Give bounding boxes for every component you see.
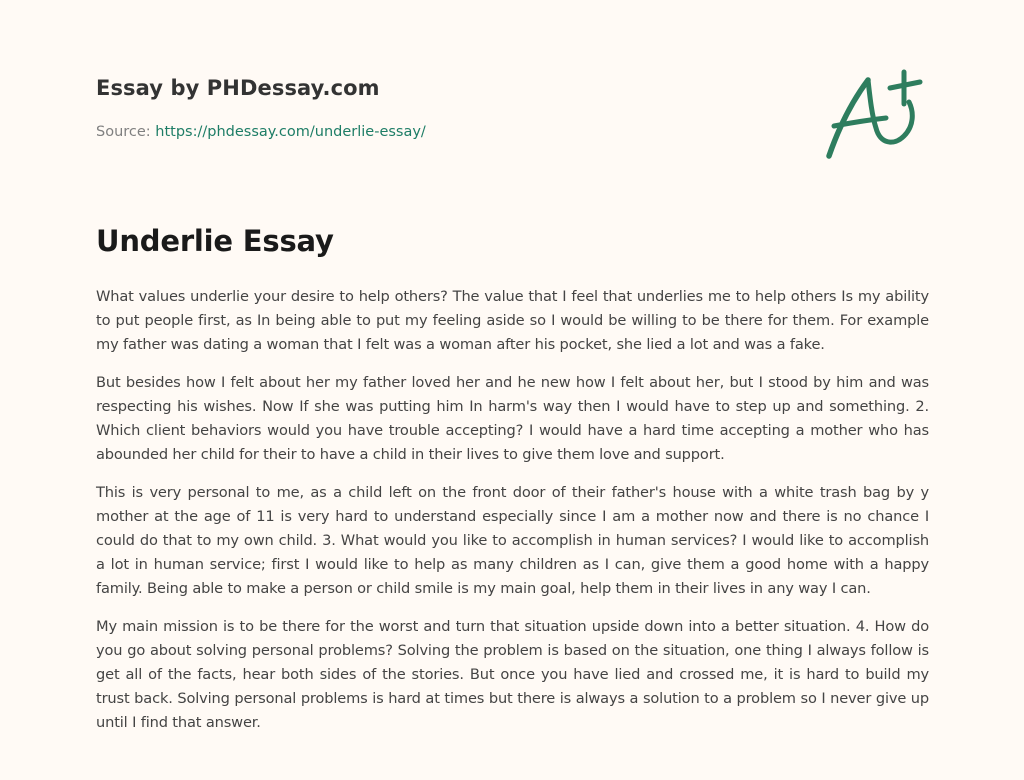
essay-paragraph: This is very personal to me, as a child left on the front door of their father's house with a white trash bag by y mother at the age of 11 is very hard to understand especially since I am a mother now and there is no chance I could do that to my own child. 3. What would you like to accomplish in human services? I would like to accomplish a lot in human service; first I would like to help as many children as I can, give them a good home with a happy family. Being able to make a person or child smile is my main goal, help them in their lives in any way I can. — [96, 484, 929, 597]
a-plus-grade-icon — [824, 68, 928, 164]
source-link[interactable]: https://phdessay.com/underlie-essay/ — [155, 124, 426, 140]
source-line — [96, 124, 426, 140]
essay-title: Underlie Essay — [96, 224, 334, 258]
source-label: Source: — [96, 124, 151, 140]
site-title: Essay by PHDessay.com — [96, 76, 380, 100]
essay-paragraph: What values underlie your desire to help others? The value that I feel that underlies me to help others Is my ability to put people first, as In being able to put my feeling aside so I would be willing to be there for them. For example my father was dating a woman that I felt was a woman after his pocket, she lied a lot and was a fake. — [96, 288, 929, 353]
essay-body — [96, 285, 929, 749]
essay-paragraph: But besides how I felt about her my father loved her and he new how I felt about her, but I stood by him and was respecting his wishes. Now If she was putting him In harm's way then I would have to step up and something. 2. Which client behaviors would you have trouble accepting? I would have a hard time accepting a mother who has abounded her child for their to have a child in their lives to give them love and support. — [96, 374, 929, 463]
essay-paragraph: My main mission is to be there for the worst and turn that situation upside down into a better situation. 4. How do you go about solving personal problems? Solving the problem is based on the situation, one thing I always follow is get all of the facts, hear both sides of the stories. But once you have lied and crossed me, it is hard to build my trust back. Solving personal problems is hard at times but there is always a solution to a problem so I never give up until I find that answer. — [96, 618, 929, 731]
